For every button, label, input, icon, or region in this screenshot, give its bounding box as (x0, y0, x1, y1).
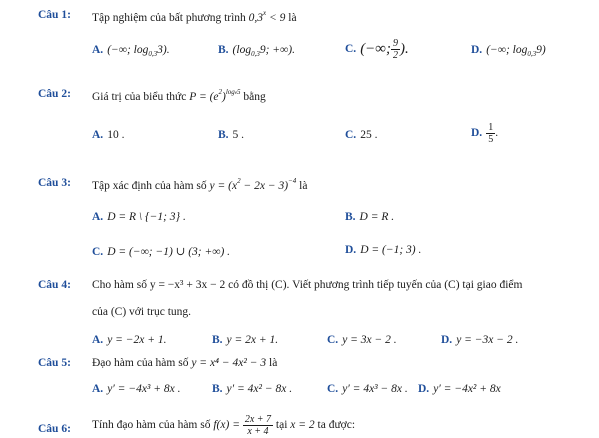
question-2-option-b: B. 5 . (218, 129, 245, 141)
question-4-prompt-line-1: Cho hàm số y = −x³ + 3x − 2 có đồ thị (C). Viết phương trình tiếp tuyến của (C) tại giao điểm (92, 279, 523, 291)
question-3-option-c: C. D = (−∞; −1) ∪ (3; +∞) . (92, 246, 231, 258)
question-4-prompt-line-2: của (C) với trục tung. (92, 306, 192, 318)
question-3-expression: $y = (x^2 - 2x - 3)^{-4}$ (209, 177, 297, 192)
question-4-number: Câu 4: (38, 279, 71, 291)
question-5-prompt: Đạo hàm của hàm số y = x⁴ − 4x² − 3 là (92, 357, 278, 369)
question-1-option-d: D. (−∞; $\log_{0,3}9$) (471, 44, 546, 58)
question-5-option-d: D. y′ = −4x² + 8x (418, 383, 501, 395)
question-3-number: Câu 3: (38, 177, 71, 189)
question-2-option-c: C. 25 . (345, 129, 378, 141)
question-2-prompt: Giá trị của biểu thức $P = (e^2)^{loge5}$ bằng (92, 88, 266, 103)
question-1-expression: 0,3$^x$ < 9 (248, 9, 286, 24)
question-2-number: Câu 2: (38, 88, 71, 100)
question-2-option-a: A. 10 . (92, 129, 125, 141)
question-3-option-b: B. D = R . (345, 211, 395, 223)
question-3-option-a: A. D = R \ {−1; 3} . (92, 211, 186, 223)
question-6-number: Câu 6: (38, 423, 71, 435)
question-1-option-c: C. (−∞; $\frac{9}{2}$ ). (345, 38, 409, 61)
question-4-option-c: C. y = 3x − 2 . (327, 334, 397, 346)
question-5-expression: y = x⁴ − 4x² − 3 (191, 357, 267, 369)
question-2-expression: $P = (e^2)^{loge5}$ (189, 88, 241, 103)
question-1-prompt: Tập nghiệm của bất phương trình 0,3$^x$ < 9 là (92, 9, 297, 24)
question-1-option-b: B. ($\log_{0,3}9$; +∞). (218, 44, 295, 58)
question-1-number: Câu 1: (38, 9, 71, 21)
question-6-expression: f(x) = $\frac{2x + 7}{x + 4}$ (213, 414, 272, 437)
question-5-option-b: B. y′ = 4x² − 8x . (212, 383, 293, 395)
question-4-option-b: B. y = 2x + 1. (212, 334, 279, 346)
question-4-option-a: A. y = −2x + 1. (92, 334, 167, 346)
question-5-option-c: C. y′ = 4x³ − 8x . (327, 383, 408, 395)
question-4-option-d: D. y = −3x − 2 . (441, 334, 519, 346)
question-3-option-d: D. D = (−1; 3) . (345, 244, 422, 256)
question-3-prompt: Tập xác định của hàm số $y = (x^2 - 2x - 3)^{-4}$ là (92, 177, 308, 192)
question-2-option-d: D. $\frac{1}{5}$ . (471, 122, 499, 145)
question-6-prompt: Tính đạo hàm của hàm số f(x) = $\frac{2x + 7}{x + 4}$ tại x = 2 ta được: (92, 414, 356, 437)
question-1-option-a: A. (−∞; $\log_{0,3}3$). (92, 44, 170, 58)
question-5-option-a: A. y′ = −4x³ + 8x . (92, 383, 181, 395)
question-5-number: Câu 5: (38, 357, 71, 369)
